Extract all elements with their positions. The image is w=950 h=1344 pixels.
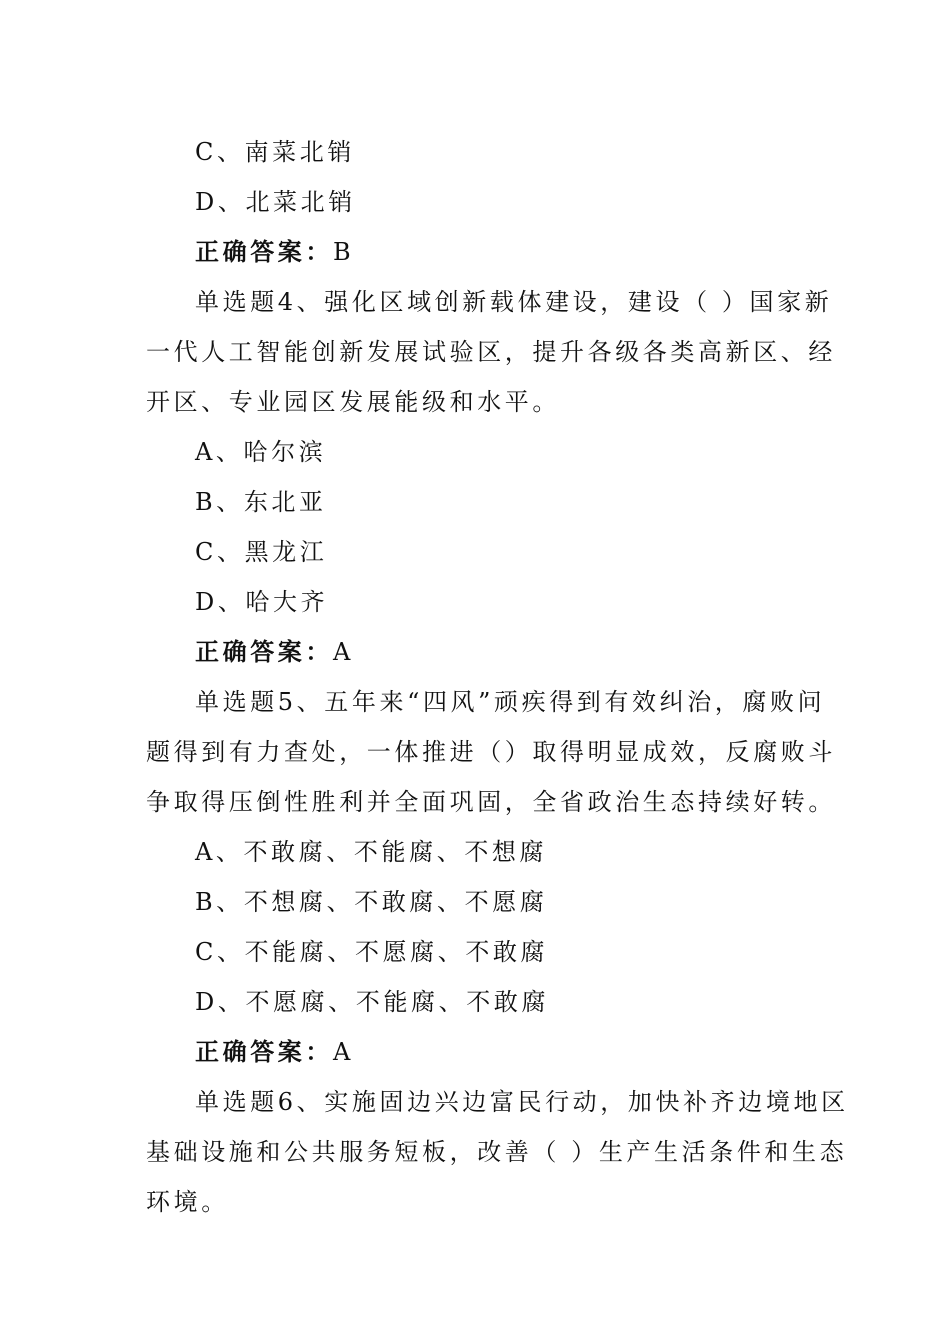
answer-label: 正确答案： <box>195 237 333 266</box>
answer-value: B <box>333 238 355 266</box>
q5-answer <box>146 1027 806 1077</box>
document-body <box>146 127 849 1227</box>
q6-stem-line-2: 基础设施和公共服务短板，改善（ ）生产生活条件和生态 <box>146 1138 848 1166</box>
q5-option-c: C、不能腐、不愿腐、不敢腐 <box>195 938 549 966</box>
q5-stem-line-3: 争取得压倒性胜利并全面巩固，全省政治生态持续好转。 <box>146 788 836 816</box>
q4-option-a: A、哈尔滨 <box>195 438 327 466</box>
q4-stem-line-3: 开区、专业园区发展能级和水平。 <box>146 388 560 416</box>
q5-stem-line-1: 单选题5、五年来“四风”顽疾得到有效纠治，腐败问 <box>195 688 826 716</box>
answer-label: 正确答案： <box>195 637 333 666</box>
q3-option-d: D、北菜北销 <box>195 188 356 216</box>
q6-stem-line-3: 环境。 <box>146 1188 229 1216</box>
q6-stem-line-1: 单选题6、实施固边兴边富民行动，加快补齐边境地区 <box>195 1088 849 1116</box>
answer-label: 正确答案： <box>195 1037 333 1066</box>
q4-option-b: B、东北亚 <box>195 488 327 516</box>
q4-stem-line-1: 单选题4、强化区域创新载体建设，建设（ ）国家新 <box>195 288 833 316</box>
answer-value: A <box>333 1038 354 1066</box>
q4-answer <box>146 627 806 677</box>
q4-option-c: C、黑龙江 <box>195 538 328 566</box>
q5-option-a: A、不敢腐、不能腐、不想腐 <box>195 838 548 866</box>
q5-option-d: D、不愿腐、不能腐、不敢腐 <box>195 988 550 1016</box>
answer-value: A <box>333 638 354 666</box>
q4-option-d: D、哈大齐 <box>195 588 329 616</box>
q5-option-b: B、不想腐、不敢腐、不愿腐 <box>195 888 548 916</box>
q5-stem-line-2: 题得到有力查处，一体推进（）取得明显成效，反腐败斗 <box>146 738 836 766</box>
q3-option-c: C、南菜北销 <box>195 138 355 166</box>
q3-answer <box>146 227 806 277</box>
q4-stem-line-2: 一代人工智能创新发展试验区，提升各级各类高新区、经 <box>146 338 836 366</box>
